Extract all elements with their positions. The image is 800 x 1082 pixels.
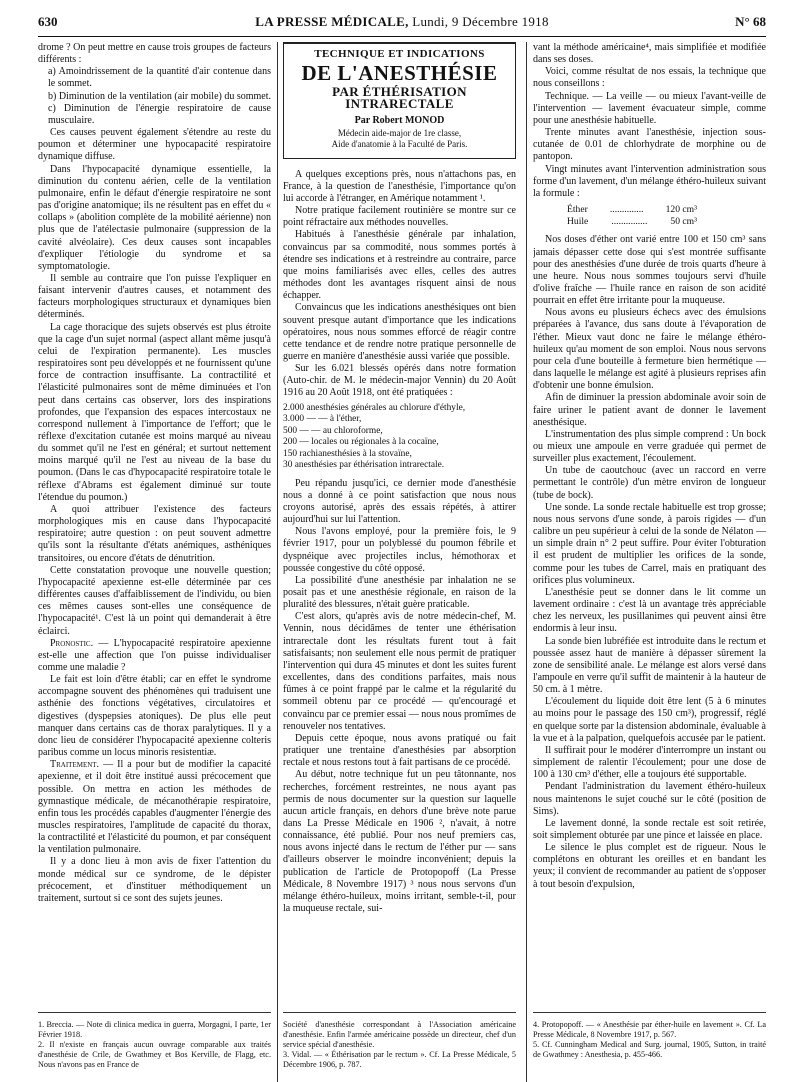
column-3 xyxy=(533,42,766,1010)
list-item: a) Amoindrissement de la quantité d'air contenue dans le sommet. xyxy=(48,66,271,90)
ether-oil-formula xyxy=(567,204,766,228)
paragraph: Le silence le plus complet est de rigueur. Nous le complétons en obturant les oreilles et en bandant les yeux; il convient de recommander au patient de s'opposer à tout besoin d'expulsion, xyxy=(533,842,766,890)
paragraph: Afin de diminuer la pression abdominale avoir soin de faire uriner le patient avant de donner le lavement anesthésique. xyxy=(533,392,766,428)
footnotes-column-2 xyxy=(283,1020,516,1070)
paragraph: A quelques exceptions près, nous n'attachons pas, en France, à la question de l'anesthésie, l'importance qu'on lui accorde à l'étranger, en Amérique notamment ¹. xyxy=(283,168,516,204)
formula-ingredient: Éther xyxy=(567,204,588,216)
paragraph: Peu répandu jusqu'ici, ce dernier mode d'anesthésie nous a donné à ce point satisfaction que nous nous croyons autorisé, après des essais répétés, à attirer aujourd'hui sur lui l'attention. xyxy=(283,477,516,526)
paragraph: Le fait est loin d'être établi; car en effet le syndrome accompagne souvent des phénomènes qui traduisent une asthénie des fonctions végétatives, circulatoires et digestives (dyspepsies atoniques). De plus elle peut manquer dans certains cas de thorax paralytiques. Il y a donc lieu de considérer l'hypocapacité apexienne colteris paribus comme un locus minoris resistentiæ. xyxy=(38,674,271,759)
author-affiliation: Aide d'anatomie à la Faculté de Paris. xyxy=(331,138,468,149)
paragraph: Vingt minutes avant l'intervention administration sous forme d'un lavement, d'un mélange éthéro-huileux suivant la formule : xyxy=(533,163,766,199)
article-author: Par Robert MONOD xyxy=(354,115,445,127)
stat-line: 30 anesthésies par éthérisation intrarectale. xyxy=(283,460,445,471)
running-header xyxy=(38,14,766,34)
formula-quantity: 50 cm³ xyxy=(670,216,697,228)
author-affiliation: Médecin aide-major de 1re classe, xyxy=(337,127,462,138)
stat-line: 200 — locales ou régionales à la cocaïne, xyxy=(283,437,439,448)
paragraph: Sur les 6.021 blessés opérés dans notre formation (Auto-chir. de M. le médecin-major Vennin) du 20 Août 1916 au 20 Août 1918, ont été pratiquées : xyxy=(283,363,516,399)
formula-leader: ............... xyxy=(611,216,648,228)
paragraph: Trente minutes avant l'anesthésie, injection sous-cutanée de 0.01 de chlorhydrate de morphine ou de pantopon. xyxy=(533,127,766,163)
paragraph: Voici, comme résultat de nos essais, la technique que nous conseillons : xyxy=(533,66,766,90)
paragraph: Cette constatation provoque une nouvelle question; l'hypocapacité apexienne est-elle déterminée par ces différentes causes d'affaiblissement de l'individu, ou bien ces mêmes causes sont-elles une conséquence de l'hypocapacité¹. C'est là un point qui demanderait à être éclairci. xyxy=(38,564,271,637)
page-number: 630 xyxy=(38,14,58,29)
footnote: 4. Protopopoff. — « Anesthésie par éther-huile en lavement ». Cf. La Presse Médicale, 8 Novembre 1917, p. 567. xyxy=(533,1020,766,1039)
formula-row xyxy=(567,216,697,228)
paragraph: Il suffirait pour le modérer d'interrompre un instant ou simplement de ralentir l'écoulement; pour une dose de 100 à 130 cm³ d'éther, elle a toujours été supportable. xyxy=(533,744,766,781)
article-title: DE L'ANESTHÉSIE xyxy=(301,61,498,86)
paragraph: A quoi attribuer l'existence des facteurs morphologiques mis en cause dans l'hypocapacité respiratoire; autre question : on peut souvent admettre qu'ils sont la résultante d'états anémiques, asthéniques transitoires, ou encore d'états de dénutrition. xyxy=(38,503,271,564)
stat-line: 150 rachianesthésies à la stovaïne, xyxy=(283,448,412,459)
footnotes-column-3 xyxy=(533,1020,766,1060)
stat-line: 3.000 — — à l'éther, xyxy=(283,414,362,425)
paragraph: Un tube de caoutchouc (avec un raccord en verre permettant le contrôle) d'un mètre environ de longueur (tube de bock). xyxy=(533,465,766,501)
stat-line: 2.000 anesthésies générales au chlorure d'éthyle, xyxy=(283,402,466,413)
journal-name: LA PRESSE MÉDICALE, xyxy=(255,14,409,29)
list-item: b) Diminution de la ventilation (air mobile) du sommet. xyxy=(48,90,271,102)
paragraph: Nous l'avons employé, pour la première fois, le 9 février 1917, pour un polyblessé du poumon fébrile et dyspnéique avec projectiles inclus, hémothorax et poussée congestive du côté opposé. xyxy=(283,526,516,574)
formula-leader: .............. xyxy=(609,204,644,216)
article-subtitle: PAR ÉTHÉRISATION INTRARECTALE xyxy=(332,84,467,112)
list-item: c) Diminution de l'énergie respiratoire de cause musculaire. xyxy=(48,102,271,126)
header-rule xyxy=(38,36,766,37)
footnote: 5. Cf. Cunningham Medical and Surg. journal, 1905, Sutton, in traité de Gwathmey : Anesthesia, p. 455-466. xyxy=(533,1040,766,1059)
paragraph: La possibilité d'une anesthésie par inhalation ne se posait pas et une anesthésie régionale, en raison de la pluralité des blessures, n'était guère praticable. xyxy=(283,574,516,611)
paragraph: Habitués à l'anesthésie générale par inhalation, convaincus par sa commodité, nous sommes portés à étendre ses indications et à restreindre au contraire, parce que moins familiarisés avec elles, celles des autres méthodes dont les avantages risquent ainsi de nous échapper. xyxy=(283,229,516,302)
footnote-rule xyxy=(38,1012,271,1013)
paragraph: Pendant l'administration du lavement éthéro-huileux nous maintenons le sujet couché sur le côté (position de Sims). xyxy=(533,781,766,817)
footnote: Société d'anesthésie correspondant à l'Association américaine d'anesthésie. Enfin l'armée américaine possède un directeur, chef d'un service spécial d'anesthésie. xyxy=(283,1020,516,1049)
column-1 xyxy=(38,42,271,1010)
section-text: — Il a pour but de modifier la capacité apexienne, et il doit être institué aussi précocement que possible. On mettra en action les méthodes de gymnastique médicale, de mécanothérapie respiratoire, enfin tous les procédés capables d'augmenter l'énergie des muscles respiratoires, l'amplitude de capacité du thorax, la contractilité et l'élasticité du poumon, et par conséquent la ventilation pulmonaire. xyxy=(38,759,271,856)
section-text: — L'hypocapacité respiratoire apexienne est-elle une affection que l'on puisse individualiser comme une maladie ? xyxy=(38,637,271,673)
paragraph: vant la méthode américaine⁴, mais simplifiée et modifiée dans ses doses. xyxy=(533,42,766,66)
paragraph: Nous avons eu plusieurs échecs avec des émulsions préparées à l'avance, dus sans doute à l'évaporation de l'éther. Mieux vaut donc ne faire le mélange éthéro-huileux qu'au moment de son emploi. Nous nous servons pour cela d'une bouteille à fermeture bien hermétique — dans laquelle le mélange est agité à plusieurs reprises afin d'obtenir une bonne émulsion. xyxy=(533,307,766,392)
footnotes-column-1 xyxy=(38,1020,271,1070)
paragraph: Il semble au contraire que l'on puisse l'expliquer en faisant intervenir d'autres causes, et notamment des facteurs morphologiques structuraux et dynamiques bien déterminés. xyxy=(38,272,271,321)
paragraph: Une sonde. La sonde rectale habituelle est trop grosse; nous nous servons d'une sonde, à parois rigides — d'un calibre un peu supérieur à celui de la sonde de Nélaton — un simple drain n° 2 peut suffire. Pour éviter l'obturation il est prudent de multiplier les orifices de la sonde, comme pour les tubes de Carrel, mais en pratiquant des orifices plus volumineux. xyxy=(533,501,766,586)
column-divider xyxy=(277,42,278,1082)
paragraph: L'anesthésie peut se donner dans le lit comme un lavement ordinaire : c'est là un avantage très appréciable chez les nerveux, les pusillanimes qui peuvent ainsi être endormis à leur insu. xyxy=(533,586,766,635)
paragraph: Ces causes peuvent également s'étendre au reste du poumon et déterminer une hypocapacité respiratoire dynamique diffuse. xyxy=(38,127,271,163)
paragraph: drome ? On peut mettre en cause trois groupes de facteurs différents : xyxy=(38,42,271,66)
section-label: Traitement. xyxy=(50,759,100,771)
anesthesia-statistics xyxy=(283,403,516,472)
section-label: Pronostic. xyxy=(50,637,94,649)
column-divider xyxy=(526,42,527,1082)
paragraph: Le lavement donné, la sonde rectale est soit retirée, soit simplement obturée par une pince et laissée en place. xyxy=(533,817,766,841)
paragraph: C'est alors, qu'après avis de notre médecin-chef, M. Vennin, nous décidâmes de tenter une éthérisation intrarectale dont les résultats furent tout à fait satisfaisants; non seulement elle nous permit de pratiquer l'intervention qui dura 45 minutes et dont les suites furent excellentes, dans des conditions parfaites, mais nous fûmes à ce point frappé par le calme et la régularité du sommeil obtenu par ce procédé — qu'encouragé et convaincu par ce premier essai — nous nous promîmes de renouveler nos tentatives. xyxy=(283,611,516,732)
issue-date: Lundi, 9 Décembre 1918 xyxy=(412,14,549,29)
footnote-rule xyxy=(533,1012,766,1013)
paragraph: Convaincus que les indications anesthésiques ont bien souvent presque autant d'importance que les indications opératoires, nous nous sommes efforcé de réagir contre cette tendance et de rendre notre pratique personnelle de guerre en manière d'anesthésie aussi variée que possible. xyxy=(283,302,516,362)
pronostic-paragraph xyxy=(38,638,271,674)
issue-number: N° 68 xyxy=(735,14,766,29)
formula-ingredient: Huile xyxy=(567,216,589,228)
paragraph: La sonde bien lubréfiée est introduite dans le rectum et poussée assez haut de manière à dépasser sûrement la zone de sensibilité anale. Le mélange est alors versé dans l'ampoule en verre qu'il suffit de maintenir à la hauteur de 50 cm. à 1 mètre. xyxy=(533,635,766,696)
paragraph: Technique. — La veille — ou mieux l'avant-veille de l'intervention — lavement évacuateur simple, comme pour une anesthésie habituelle. xyxy=(533,90,766,126)
footnote-rule xyxy=(283,1012,516,1013)
paragraph: Au début, notre technique fut un peu tâtonnante, nos recherches, forcément restreintes, ne nous ayant pas permis de nous documenter sur la question sur laquelle aucun article français, en dehors d'une brève note parue dans La Presse Médicale en 1906 ², n'avait, à notre connaissance, été publié. Pour nos neuf premiers cas, nous avons injecté dans le rectum de l'éther pur — sans d'ailleurs observer le moindre inconvénient; depuis la publication de l'article de Protopopoff (La Presse Médicale, 8 Novembre 1917) ³ nous nous servons d'un mélange éthéro-huileux, moins irritant, semble-t-il, pour la muqueuse rectale, sui- xyxy=(283,769,516,915)
footnote: 2. Il n'existe en français aucun ouvrage comparable aux traités d'anesthésie de Crile, de Gwathmey et Bos Kerville, de Flagg, etc. Nous n'avons pas en France de xyxy=(38,1040,271,1069)
traitement-paragraph xyxy=(38,759,271,856)
stat-line: 500 — — au chloroforme, xyxy=(283,425,383,436)
paragraph: L'écoulement du liquide doit être lent (5 à 6 minutes au moins pour le passage des 150 cm³), progressif, réglé en quelque sorte par la distension abdominale, évaluable à la vue et à la palpation, quelquefois accusée par le patient. xyxy=(533,696,766,744)
paragraph: La cage thoracique des sujets observés est plus étroite que la cage d'un sujet normal (aspect allant même jusqu'à celui de l'expiration permanente). Les muscles respiratoires sont peu développés et ne fournissent qu'une force de contraction insuffisante. La contractilité et l'élasticité pulmonaires sont de même diminuées et l'on peut dans certains cas observer, lors des inspirations profondes, que l'expansion des espaces intercostaux ne correspond nullement à l'importance de l'effort; que le réflexe d'excitation cutanée est moins marqué au niveau du sommet qu'il ne l'est en général; et surtout nettement moins marqué qu'il ne l'est au niveau de la base du poumon. (Dans le cas d'hypocapacité respiratoire totale le réflexe d'Abrams est également diminué sur toute l'étendue du poumon.) xyxy=(38,321,271,503)
article-title-block xyxy=(283,42,516,159)
paragraph: L'instrumentation des plus simple comprend : Un bock ou mieux une ampoule en verre graduée qui permet de surveiller plus exactement, l'écoulement. xyxy=(533,428,766,465)
paragraph: Notre pratique facilement routinière se montre sur ce point réfractaire aux méthodes nouvelles. xyxy=(283,205,516,229)
paragraph: Dans l'hypocapacité dynamique essentielle, la diminution du contenu aérien, celle de la ventilation pulmonaire, enfin le défaut d'énergie respiratoire ne sont pas d'origine anatomique; ils ne résultent pas en effet du « collaps » (abolition complète de la mobilité aérienne) non plus que de l'atélectasie pulmonaire (suppression de la cavité alvéolaire). Ces deux causes sont incapables d'expliquer l'étiologie du syndrome et sa symptomatologie. xyxy=(38,163,271,272)
paragraph: Nos doses d'éther ont varié entre 100 et 150 cm³ sans jamais dépasser cette dose qui s'est montrée suffisante pour des anesthésies d'une durée de trois quarts d'heure à une heure. Nous nous sommes toujours servi d'huile d'olive fraîche — l'huile rance en raison de son acidité pourrait en effet être irritante pour la muqueuse. xyxy=(533,234,766,307)
journal-title xyxy=(38,14,766,30)
paragraph: Depuis cette époque, nous avons pratiqué ou fait pratiquer une trentaine d'anesthésies par absorption rectale et nous restons tout à fait partisans de ce procédé. xyxy=(283,732,516,769)
column-2 xyxy=(283,42,516,1010)
paragraph: Il y a donc lieu à mon avis de fixer l'attention du monde médical sur ce syndrome, de le dépister précocement, et d'instituer méthodiquement un traitement, surtout si ce sont des sujets jeunes. xyxy=(38,856,271,904)
article-kicker: TECHNIQUE ET INDICATIONS xyxy=(314,48,485,60)
footnote: 1. Breccia. — Note di clinica medica in guerra, Morgagni, I parte, 1er Février 1918. xyxy=(38,1020,271,1039)
footnote: 3. Vidal. — « Éthérisation par le rectum ». Cf. La Presse Médicale, 5 Décembre 1906, p. 787. xyxy=(283,1050,516,1069)
formula-quantity: 120 cm³ xyxy=(665,204,697,216)
formula-row xyxy=(567,204,697,216)
